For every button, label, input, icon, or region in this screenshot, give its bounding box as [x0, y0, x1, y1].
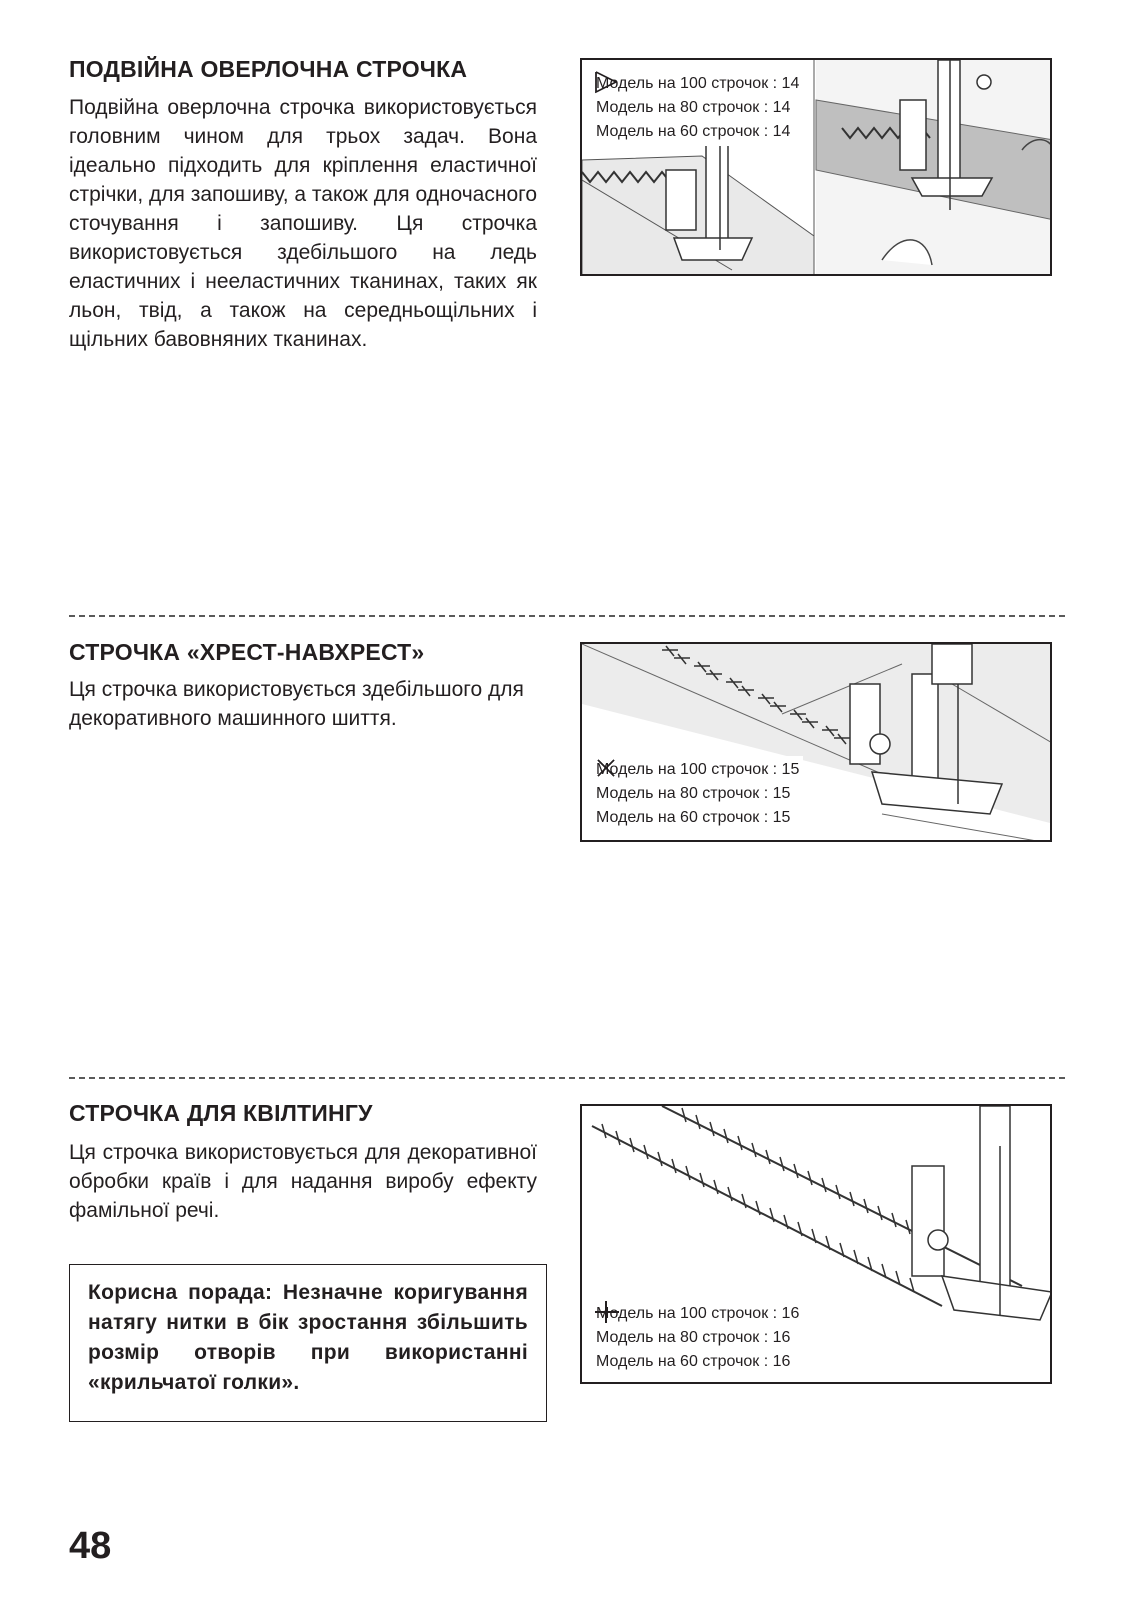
quilting-stitch-icon	[592, 1300, 622, 1324]
legend-label: Модель на 80 строчок : 16	[596, 1329, 791, 1346]
legend-label: Модель на 60 строчок : 15	[596, 809, 791, 826]
stitch-legend	[592, 70, 803, 146]
tip-box	[69, 1264, 547, 1422]
legend-label: Модель на 60 строчок : 14	[596, 123, 791, 140]
section-title-double-overlock: ПОДВІЙНА ОВЕРЛОЧНА СТРОЧКА	[69, 56, 468, 82]
legend-row	[596, 782, 799, 806]
legend-label: Модель на 60 строчок : 16	[596, 1353, 791, 1370]
legend-row	[596, 1326, 799, 1350]
section-body-double-overlock: Подвійна оверлочна строчка використовується головним чином для трьох задач. Вона ідеально підходить для кріплення еластичної стрічки, для запошиву, а також для одночасного сточування і запошиву. Ця строчка використовується здебільшого на ледь еластичних і нееластичних тканинах, таких як льон, твід, а також на середньощільних і щільних бавовняних тканинах.	[69, 96, 537, 351]
legend-row	[596, 806, 799, 830]
page-number: 48	[69, 1525, 112, 1567]
cross-stitch-icon	[592, 756, 622, 780]
overlock-stitch-icon	[592, 70, 622, 94]
legend-row	[596, 120, 799, 144]
figure-cross-stitch	[580, 642, 1052, 842]
section-title-cross-stitch: СТРОЧКА «ХРЕСТ-НАВХРЕСТ»	[69, 639, 425, 665]
tip-text: Корисна порада: Незначне коригування натягу нитки в бік зростання збільшить розмір отворів при використанні «крильчатої голки».	[88, 1281, 528, 1394]
legend-row	[596, 72, 799, 96]
legend-row	[596, 1350, 799, 1374]
section-divider	[69, 1077, 1065, 1079]
legend-label: Модель на 80 строчок : 14	[596, 99, 791, 116]
legend-label: Модель на 100 строчок : 15	[596, 761, 800, 778]
section-divider	[69, 615, 1065, 617]
figure-quilting	[580, 1104, 1052, 1384]
legend-row	[596, 96, 799, 120]
stitch-legend	[592, 756, 803, 832]
legend-label: Модель на 100 строчок : 14	[596, 75, 800, 92]
legend-row	[596, 758, 799, 782]
figure-double-overlock	[580, 58, 1052, 276]
legend-row	[596, 1302, 799, 1326]
section-body-quilting: Ця строчка використовується для декоративної обробки країв і для надання виробу ефекту фамільної речі.	[69, 1141, 537, 1222]
legend-label: Модель на 80 строчок : 15	[596, 785, 791, 802]
stitch-legend	[592, 1300, 803, 1376]
section-body-cross-stitch: Ця строчка використовується здебільшого для декоративного машинного шиття.	[69, 678, 524, 730]
section-title-quilting: СТРОЧКА ДЛЯ КВІЛТИНГУ	[69, 1100, 373, 1126]
legend-label: Модель на 100 строчок : 16	[596, 1305, 800, 1322]
